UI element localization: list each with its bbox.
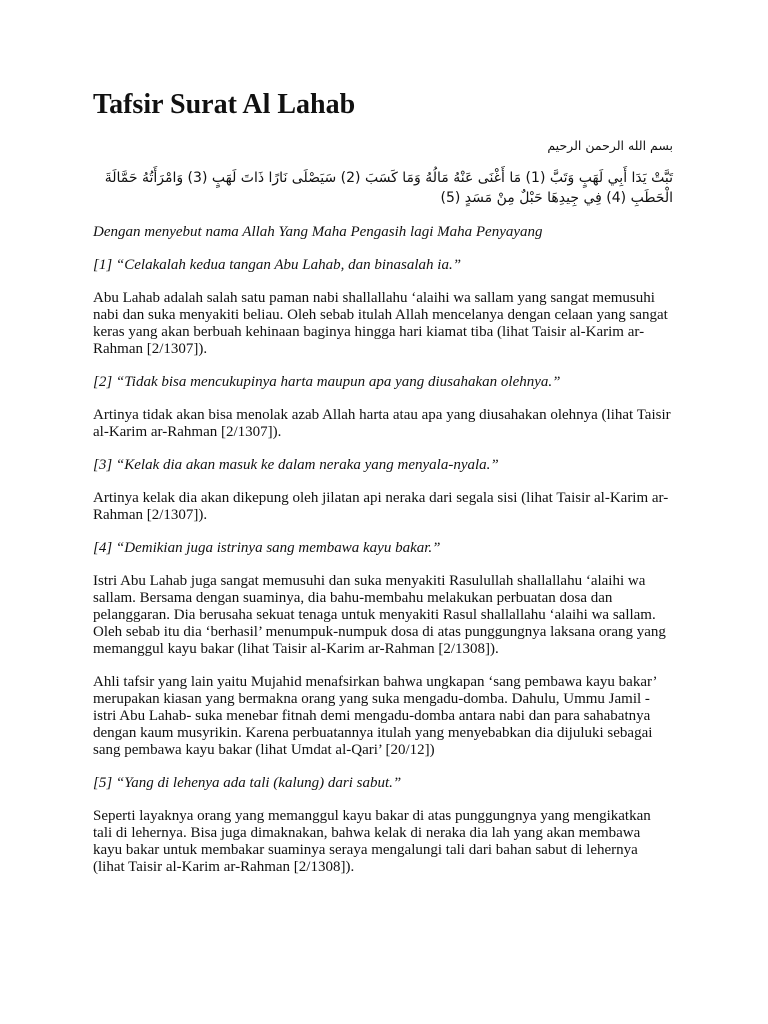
arabic-verses-text: تَبَّتْ يَدَا أَبِي لَهَبٍ وَتَبَّ (1) مَا أَغْنَى عَنْهُ مَالُهُ وَمَا كَسَبَ (2) سَيَصْلَى نَارًا ذَاتَ لَهَبٍ (3) وَامْرَأَتُهُ حَمَّالَةَ الْحَطَبِ (4) فِي جِيدِهَا حَبْلٌ مِنْ مَسَدٍ (5) (104, 170, 673, 206)
verse-1-translation: [1] “Celakalah kedua tangan Abu Lahab, dan binasalah ia.” (93, 257, 462, 273)
verse-4-explanation-mujahid: Ahli tafsir yang lain yaitu Mujahid menafsirkan bahwa ungkapan ‘sang pembawa kayu bakar’ merupakan kiasan yang bermakna orang yang suka mengadu-domba. Dahulu, Ummu Jamil - istri Abu Lahab- suka menebar fitnah demi mengadu-domba antara nabi dan para sahabatnya dengan kaum musyrikin. Karena perbuatannya itulah yang menyebabkan dia dijuluki sebagai sang pembawa kayu bakar (lihat Umdat al-Qari’ [20/12]) (93, 674, 657, 758)
verse-4-translation: [4] “Demikian juga istrinya sang membawa kayu bakar.” (93, 540, 441, 556)
basmalah-text: بسم الله الرحمن الرحيم (547, 138, 673, 153)
opening-translation: Dengan menyebut nama Allah Yang Maha Pengasih lagi Maha Penyayang (93, 224, 543, 240)
page-title: Tafsir Surat Al Lahab (93, 89, 356, 120)
verse-4-explanation: Istri Abu Lahab juga sangat memusuhi dan suka menyakiti Rasulullah shallallahu ‘alaihi wa sallam. Bersama dengan suaminya, dia bahu-membahu melakukan perbuatan dosa dan pelanggaran. Dia berusaha sekuat tenaga untuk menyakiti Rasul shallallahu ‘alaihi wa sallam. Oleh sebab itu dia ‘berhasil’ menumpuk-numpuk dosa di atas punggungnya laksana orang yang memanggul kayu bakar (lihat Taisir al-Karim ar-Rahman [2/1308]). (93, 573, 666, 657)
verse-2-explanation: Artinya tidak akan bisa menolak azab Allah harta atau apa yang diusahakan olehnya (lihat Taisir al-Karim ar-Rahman [2/1307]). (93, 407, 671, 440)
verse-5-translation: [5] “Yang di lehenya ada tali (kalung) dari sabut.” (93, 775, 402, 791)
verse-3-translation: [3] “Kelak dia akan masuk ke dalam neraka yang menyala-nyala.” (93, 457, 499, 473)
verse-3-explanation: Artinya kelak dia akan dikepung oleh jilatan api neraka dari segala sisi (lihat Taisir al-Karim ar-Rahman [2/1307]). (93, 490, 669, 523)
verse-2-translation: [2] “Tidak bisa mencukupinya harta maupun apa yang diusahakan olehnya.” (93, 374, 561, 390)
document-page (93, 88, 673, 892)
verse-5-explanation: Seperti layaknya orang yang memanggul kayu bakar di atas punggungnya yang mengikatkan tali di lehernya. Bisa juga dimaknakan, bahwa kelak di neraka dia lah yang akan membawa kayu bakar untuk membakar suaminya seraya mengalungi tali dari bahan sabut di lehernya (lihat Taisir al-Karim ar-Rahman [2/1308]). (93, 808, 651, 875)
verse-1-explanation: Abu Lahab adalah salah satu paman nabi shallallahu ‘alaihi wa sallam yang sangat memusuhi nabi dan suka menyakiti beliau. Oleh sebab itulah Allah mencelanya dengan celaan yang sangat keras yang akan berbuah kehinaan baginya hingga hari kiamat tiba (lihat Taisir al-Karim ar-Rahman [2/1307]). (93, 290, 668, 357)
